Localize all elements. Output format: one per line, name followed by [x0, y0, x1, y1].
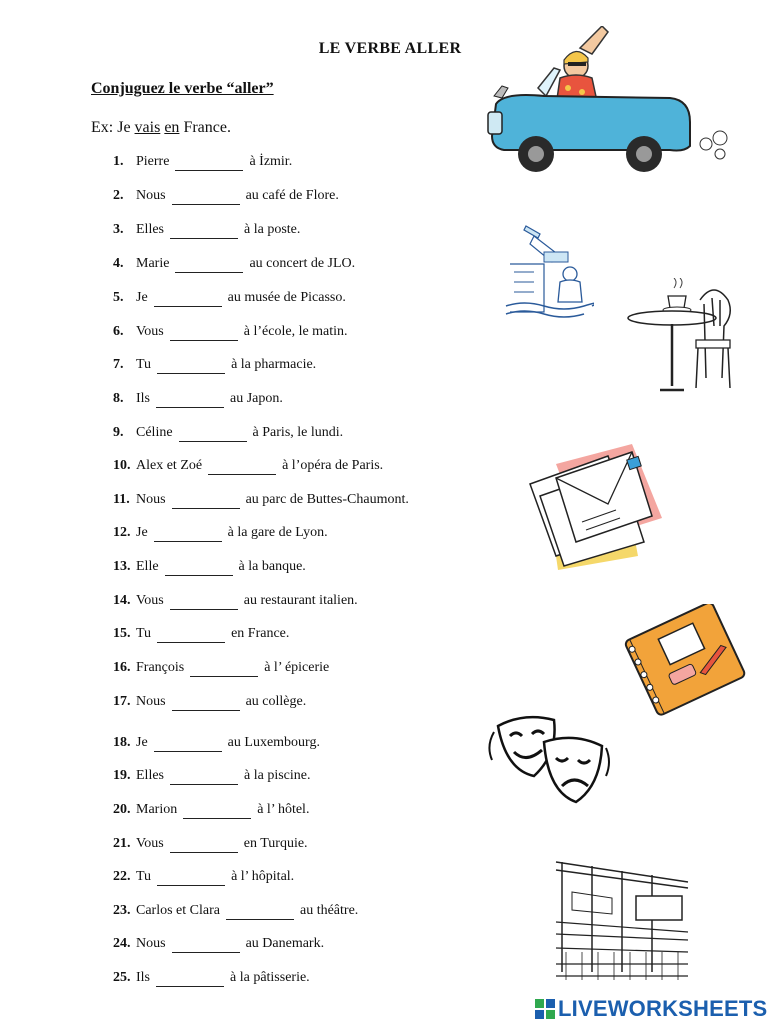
exercise-subject: Tu: [136, 869, 152, 884]
answer-blank-input[interactable]: [172, 492, 240, 509]
exercise-rest: à l’ épicerie: [264, 660, 330, 675]
theatre-masks-icon: [484, 706, 614, 806]
exercise-rest: à l’ hôtel.: [257, 802, 310, 817]
exercise-subject: Marion: [136, 802, 178, 817]
answer-blank-input[interactable]: [157, 869, 225, 886]
exercise-subject: Carlos et Clara: [136, 903, 220, 918]
answer-blank-input[interactable]: [156, 970, 224, 987]
example-verb: vais: [134, 119, 161, 136]
answer-blank-input[interactable]: [170, 768, 238, 785]
exercise-row: [113, 458, 383, 475]
exercise-row: [113, 694, 306, 711]
exercise-subject: Elles: [136, 768, 164, 783]
exercise-number: 4.: [113, 256, 124, 271]
answer-blank-input[interactable]: [154, 735, 222, 752]
exercise-number: 18.: [113, 735, 131, 750]
exercise-subject: Ils: [136, 970, 150, 985]
exercise-subject: François: [136, 660, 185, 675]
exercise-subject: Vous: [136, 836, 164, 851]
exercise-subject: Tu: [136, 626, 152, 641]
exercise-row: [113, 836, 308, 853]
exercise-number: 8.: [113, 391, 124, 406]
exercise-rest: à Paris, le lundi.: [252, 425, 344, 440]
exercise-number: 12.: [113, 525, 131, 540]
exercise-subject: Céline: [136, 425, 173, 440]
exercise-row: [113, 425, 343, 442]
exercise-row: [113, 559, 306, 576]
exercise-rest: à l’école, le matin.: [243, 324, 348, 339]
exercise-row: [113, 869, 294, 886]
answer-blank-input[interactable]: [226, 903, 294, 920]
exercise-subject: Elle: [136, 559, 159, 574]
exercise-number: 1.: [113, 154, 124, 169]
exercise-row: [113, 802, 309, 819]
exercise-rest: à la pharmacie.: [231, 357, 317, 372]
exercise-number: 13.: [113, 559, 131, 574]
exercise-row: [113, 492, 409, 509]
exercise-row: [113, 768, 310, 785]
exercise-rest: en Turquie.: [243, 836, 308, 851]
exercise-rest: à la gare de Lyon.: [227, 525, 328, 540]
exercise-subject: Je: [136, 525, 148, 540]
exercise-row: [113, 357, 316, 374]
exercise-number: 23.: [113, 903, 131, 918]
exercise-row: [113, 525, 328, 542]
exercise-number: 16.: [113, 660, 131, 675]
exercise-row: [113, 936, 324, 953]
train-station-icon: [552, 852, 692, 984]
exercise-rest: au restaurant italien.: [243, 593, 358, 608]
exercise-rest: au concert de JLO.: [249, 256, 356, 271]
exercise-row: [113, 593, 358, 610]
answer-blank-input[interactable]: [172, 694, 240, 711]
answer-blank-input[interactable]: [175, 256, 243, 273]
answer-blank-input[interactable]: [183, 802, 251, 819]
exercise-row: [113, 626, 289, 643]
exercise-rest: au musée de Picasso.: [227, 290, 346, 305]
exercise-rest: au Japon.: [230, 391, 283, 406]
answer-blank-input[interactable]: [154, 290, 222, 307]
exercise-number: 10.: [113, 458, 131, 473]
exercise-number: 14.: [113, 593, 131, 608]
cafe-table-icon: [626, 278, 736, 398]
exercise-row: [113, 256, 355, 273]
exercise-row: [113, 903, 358, 920]
exercise-number: 19.: [113, 768, 131, 783]
exercise-rest: à l’ hôpital.: [231, 869, 295, 884]
exercise-row: [113, 391, 283, 408]
page-title: LE VERBE ALLER: [318, 40, 462, 57]
exercise-subject: Ils: [136, 391, 150, 406]
exercise-number: 3.: [113, 222, 124, 237]
exercise-row: [113, 154, 292, 171]
exercise-rest: à l’opéra de Paris.: [282, 458, 384, 473]
notebook-icon: [620, 604, 750, 719]
exercise-subject: Je: [136, 735, 148, 750]
exercise-rest: à la piscine.: [244, 768, 311, 783]
answer-blank-input[interactable]: [170, 836, 238, 853]
exercise-number: 5.: [113, 290, 124, 305]
exercise-subject: Je: [136, 290, 148, 305]
answer-blank-input[interactable]: [175, 154, 243, 171]
exercise-subject: Tu: [136, 357, 152, 372]
answer-blank-input[interactable]: [190, 660, 258, 677]
exercise-number: 7.: [113, 357, 124, 372]
exercise-subject: Vous: [136, 593, 164, 608]
liveworksheets-logo: [535, 996, 767, 1022]
exercise-number: 24.: [113, 936, 131, 951]
exercise-subject: Nous: [136, 492, 166, 507]
exercise-number: 20.: [113, 802, 131, 817]
exercise-row: [113, 188, 339, 205]
exercise-row: [113, 222, 300, 239]
instruction-heading: Conjuguez le verbe “aller”: [91, 80, 274, 97]
answer-blank-input[interactable]: [172, 188, 240, 205]
exercise-rest: au théâtre.: [299, 903, 359, 918]
exercise-row: [113, 735, 320, 752]
exercise-number: 9.: [113, 425, 124, 440]
example-prefix: Ex: Je: [91, 119, 135, 136]
exercise-rest: à la pâtisserie.: [230, 970, 310, 985]
answer-blank-input[interactable]: [208, 458, 276, 475]
footer-brand: LIVEWORKSHEETS: [558, 996, 768, 1021]
exercise-number: 22.: [113, 869, 131, 884]
example-preposition: en: [164, 119, 180, 136]
answer-blank-input[interactable]: [154, 525, 222, 542]
exercise-rest: à la banque.: [238, 559, 306, 574]
exercise-subject: Pierre: [136, 154, 170, 169]
exercise-rest: à İzmir.: [249, 154, 293, 169]
example-rest: France.: [179, 119, 231, 136]
exercise-number: 17.: [113, 694, 131, 709]
exercise-subject: Alex et Zoé: [136, 458, 203, 473]
exercise-number: 6.: [113, 324, 124, 339]
exercise-number: 15.: [113, 626, 131, 641]
exercise-rest: au parc de Buttes-Chaumont.: [245, 492, 409, 507]
exercise-number: 11.: [113, 492, 130, 507]
exercise-row: [113, 970, 310, 987]
envelopes-icon: [516, 434, 666, 574]
exercise-number: 2.: [113, 188, 124, 203]
answer-blank-input[interactable]: [157, 357, 225, 374]
exercise-rest: à la poste.: [244, 222, 301, 237]
exercise-subject: Vous: [136, 324, 164, 339]
exercise-subject: Elles: [136, 222, 164, 237]
exercise-rest: au Luxembourg.: [227, 735, 320, 750]
exercise-subject: Marie: [136, 256, 170, 271]
answer-blank-input[interactable]: [170, 593, 238, 610]
exercise-number: 21.: [113, 836, 131, 851]
exercise-rest: au café de Flore.: [245, 188, 339, 203]
answer-blank-input[interactable]: [165, 559, 233, 576]
answer-blank-input[interactable]: [170, 324, 238, 341]
exercise-subject: Nous: [136, 694, 166, 709]
liveworksheets-mark-icon: [535, 999, 555, 1019]
answer-blank-input[interactable]: [170, 222, 238, 239]
exercise-rest: au Danemark.: [245, 936, 325, 951]
car-driver-icon: [484, 26, 734, 186]
answer-blank-input[interactable]: [172, 936, 240, 953]
exercise-subject: Nous: [136, 188, 166, 203]
exercise-row: [113, 290, 346, 307]
answer-blank-input[interactable]: [157, 626, 225, 643]
exercise-rest: au collège.: [245, 694, 307, 709]
swimmer-icon: [504, 222, 594, 322]
exercise-row: [113, 660, 329, 677]
exercise-subject: Nous: [136, 936, 166, 951]
answer-blank-input[interactable]: [179, 425, 247, 442]
exercise-rest: en France.: [231, 626, 290, 641]
exercise-row: [113, 324, 348, 341]
answer-blank-input[interactable]: [156, 391, 224, 408]
exercise-number: 25.: [113, 970, 131, 985]
